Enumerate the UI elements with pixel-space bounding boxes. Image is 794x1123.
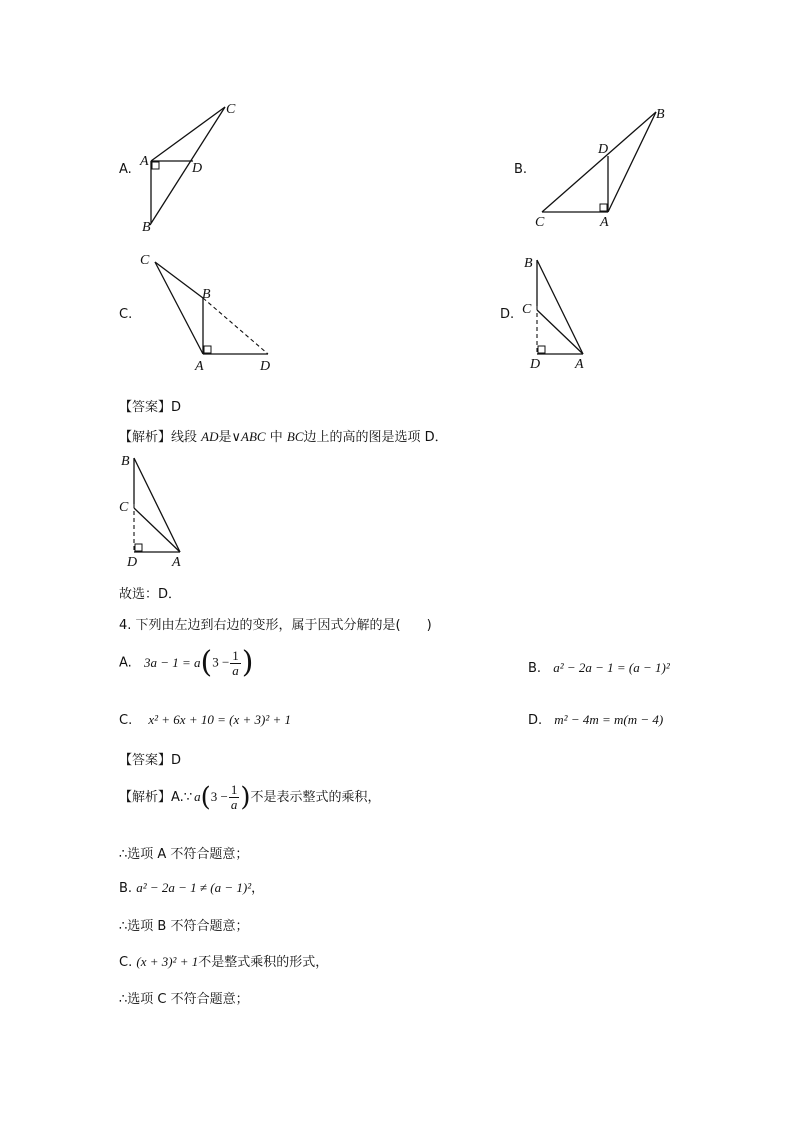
sol-point-b: B: [121, 454, 130, 469]
q4-option-a: A. 3a − 1 = a(3 − $\frac{1}{a}$ ): [119, 645, 254, 680]
q4-option-d-label: D.: [528, 713, 543, 728]
q4-analysis-inner: 3 −: [210, 789, 228, 804]
option-a-label: A.: [119, 162, 132, 177]
q4-analysis-line-6: ∴选项 C 不符合题意；: [119, 992, 249, 1007]
fig-d-point-b: B: [524, 256, 533, 271]
q3-analysis: [119, 426, 448, 445]
fig-c-point-a: A: [195, 359, 204, 374]
option-d-label: D.: [500, 307, 515, 322]
fig-c-point-b: B: [202, 287, 211, 302]
fig-d-point-c: C: [522, 302, 532, 317]
analysis-text: 线段: [171, 430, 198, 445]
q4-analysis-tag: 【解析】A.: [119, 790, 184, 805]
fig-a-point-a: A: [140, 154, 149, 169]
figure-option-a: [130, 95, 250, 240]
q4-option-c: [119, 712, 291, 728]
q4-analysis-a-var: a: [194, 789, 201, 804]
q4-answer: 【答案】D: [119, 753, 182, 768]
q4-analysis-b-expr: a² − 2a − 1 ≠ (a − 1)²: [136, 880, 252, 895]
figure-solution: [112, 448, 202, 573]
q4-analysis-b-tail: ，: [251, 881, 265, 896]
fig-b-point-a: A: [600, 215, 609, 230]
fig-d-point-d: D: [530, 357, 541, 372]
q4-stem: 4. 下列由左边到右边的变形，属于因式分解的是( ): [119, 618, 432, 633]
q4-analysis-c-text: 不是整式乘积的形式，: [198, 955, 329, 970]
q4-option-c-label: C.: [119, 713, 133, 728]
figure-option-d: [515, 250, 605, 375]
fig-d-point-a: A: [575, 357, 584, 372]
q4-analysis-line-2: ∴选项 A 不符合题意；: [119, 847, 249, 862]
q3-answer: 【答案】D: [119, 400, 182, 415]
q4-option-b-expr: a² − 2a − 1 = (a − 1)²: [553, 660, 670, 675]
sol-point-d: D: [127, 555, 138, 570]
sol-point-c: C: [119, 500, 129, 515]
q4-analysis-b-label: B.: [119, 881, 133, 896]
analysis-text: 中: [269, 430, 283, 445]
sol-point-a: A: [172, 555, 181, 570]
figure-option-c: [135, 248, 285, 376]
analysis-text: 是: [218, 430, 232, 445]
analysis-tag: 【解析】: [119, 430, 172, 445]
q4-analysis-line-3: [119, 877, 264, 896]
q4-option-a-lhs: 3a − 1 = a: [143, 654, 201, 670]
q4-analysis-numerator: 1: [230, 782, 238, 797]
math-bc: BC: [286, 429, 304, 444]
q4-analysis-c-label: C.: [119, 955, 133, 970]
q3-conclusion: 故选：D．: [119, 587, 182, 602]
q4-option-a-label: A.: [119, 655, 132, 671]
math-ad: AD: [201, 429, 219, 444]
q4-analysis-text: 不是表示整式的乘积，: [250, 790, 381, 805]
fig-a-point-b: B: [142, 220, 151, 235]
q4-option-a-inner: 3 −: [212, 654, 230, 670]
q4-option-c-expr: x² + 6x + 10 = (x + 3)² + 1: [148, 712, 291, 727]
q4-analysis-c-expr: (x + 3)² + 1: [136, 954, 199, 969]
option-c-label: C.: [119, 307, 133, 322]
q4-option-b-label: B.: [528, 661, 542, 676]
fig-b-point-b: B: [656, 107, 665, 122]
fig-c-point-d: D: [260, 359, 271, 374]
q4-option-d: [528, 712, 663, 728]
option-b-label: B.: [514, 162, 528, 177]
fig-b-point-c: C: [535, 215, 545, 230]
because-symbol: ∵: [183, 790, 193, 805]
q4-analysis-line-4: ∴选项 B 不符合题意；: [119, 919, 249, 934]
fig-c-point-c: C: [140, 253, 150, 268]
figure-option-b: [530, 100, 680, 235]
q4-analysis-denominator: a: [230, 797, 238, 812]
q4-option-a-denominator: a: [232, 662, 239, 678]
fig-a-point-d: D: [192, 161, 203, 176]
fig-a-point-c: C: [226, 102, 236, 117]
analysis-text: 边上的高的图是选项 D．: [303, 430, 448, 445]
q4-option-d-expr: m² − 4m = m(m − 4): [554, 712, 664, 727]
q4-analysis-a: 【解析】A.∵ a(3 − $\frac{1}{a}$ )不是表示整式的乘积，: [119, 782, 381, 813]
q4-option-b: [528, 660, 670, 676]
fig-b-point-d: D: [598, 142, 609, 157]
math-triangle-abc: ∨ABC: [231, 429, 266, 444]
q4-option-a-numerator: 1: [232, 647, 239, 663]
q4-analysis-line-5: [119, 951, 328, 970]
